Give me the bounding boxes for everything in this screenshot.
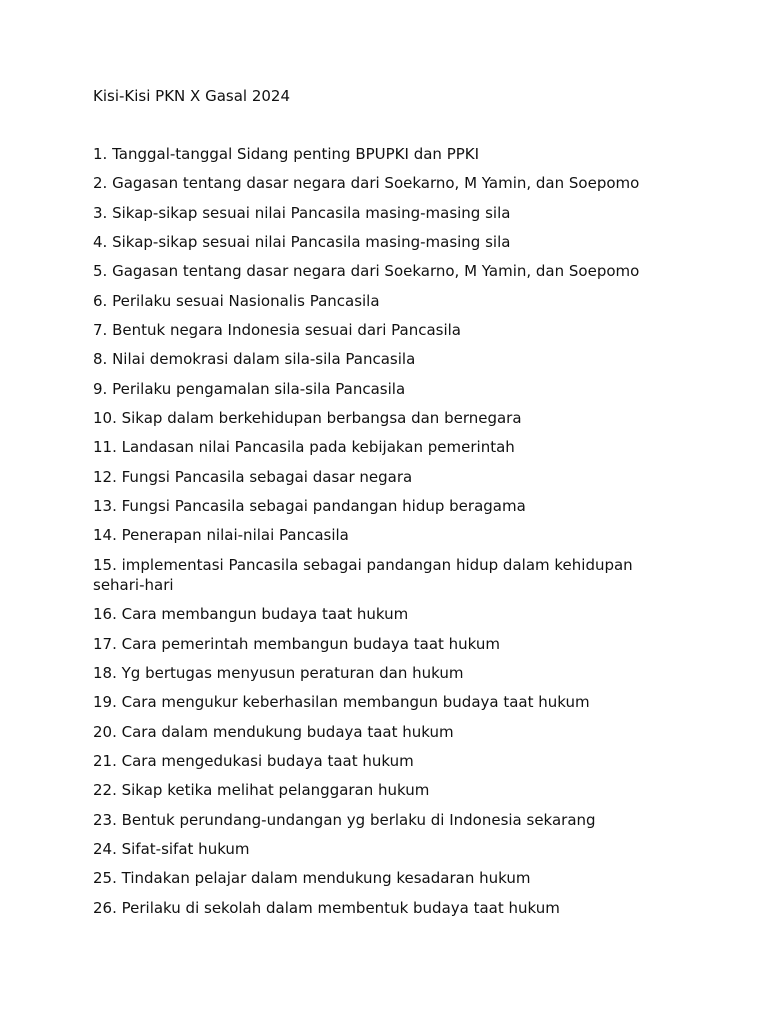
list-item: 18. Yg bertugas menyusun peraturan dan hukum (93, 663, 464, 682)
list-item: 26. Perilaku di sekolah dalam membentuk budaya taat hukum (93, 898, 560, 917)
list-item: 14. Penerapan nilai-nilai Pancasila (93, 526, 349, 545)
list-item: 13. Fungsi Pancasila sebagai pandangan hidup beragama (93, 497, 526, 516)
list-item: 15. implementasi Pancasila sebagai pandangan hidup dalam kehidupan sehari-hari (93, 555, 633, 594)
list-item: 2. Gagasan tentang dasar negara dari Soekarno, M Yamin, dan Soepomo (93, 174, 640, 193)
list-item: 17. Cara pemerintah membangun budaya taat hukum (93, 634, 501, 653)
item-list (93, 144, 673, 927)
list-item: 1. Tanggal-tanggal Sidang penting BPUPKI dan PPKI (93, 145, 480, 163)
list-item: 9. Perilaku pengamalan sila-sila Pancasila (93, 379, 406, 398)
list-item: 12. Fungsi Pancasila sebagai dasar negara (93, 467, 413, 486)
list-item: 6. Perilaku sesuai Nasionalis Pancasila (93, 291, 380, 310)
list-item: 4. Sikap-sikap sesuai nilai Pancasila masing-masing sila (93, 233, 511, 252)
list-item: 7. Bentuk negara Indonesia sesuai dari Pancasila (93, 321, 461, 340)
list-item: 19. Cara mengukur keberhasilan membangun budaya taat hukum (93, 693, 590, 712)
list-item: 21. Cara mengedukasi budaya taat hukum (93, 751, 414, 770)
list-item: 10. Sikap dalam berkehidupan berbangsa dan bernegara (93, 409, 522, 428)
list-item: 16. Cara membangun budaya taat hukum (93, 605, 409, 624)
list-item: 5. Gagasan tentang dasar negara dari Soekarno, M Yamin, dan Soepomo (93, 262, 640, 281)
list-item: 8. Nilai demokrasi dalam sila-sila Pancasila (93, 350, 416, 369)
document-title: Kisi-Kisi PKN X Gasal 2024 (93, 87, 290, 105)
list-item: 24. Sifat-sifat hukum (93, 839, 250, 858)
list-item: 22. Sikap ketika melihat pelanggaran hukum (93, 781, 430, 800)
list-item: 20. Cara dalam mendukung budaya taat hukum (93, 722, 454, 741)
list-item: 3. Sikap-sikap sesuai nilai Pancasila masing-masing sila (93, 203, 511, 222)
list-item: 23. Bentuk perundang-undangan yg berlaku di Indonesia sekarang (93, 810, 596, 829)
list-item: 11. Landasan nilai Pancasila pada kebijakan pemerintah (93, 438, 515, 457)
list-item: 25. Tindakan pelajar dalam mendukung kesadaran hukum (93, 869, 531, 888)
